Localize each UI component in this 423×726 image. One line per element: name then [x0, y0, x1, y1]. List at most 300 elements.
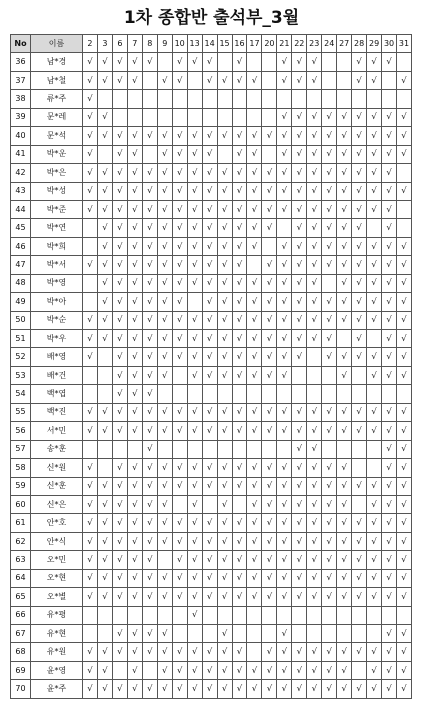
attendance-cell: √ [292, 293, 307, 311]
header-row [11, 35, 412, 53]
student-name: 박*운 [31, 145, 83, 163]
attendance-cell: √ [337, 127, 352, 145]
attendance-cell: √ [262, 495, 277, 513]
attendance-cell [292, 606, 307, 624]
attendance-cell: √ [382, 588, 397, 606]
attendance-cell: √ [397, 440, 412, 458]
attendance-cell [247, 385, 262, 403]
attendance-cell: √ [307, 643, 322, 661]
attendance-cell: √ [127, 366, 142, 384]
attendance-cell: √ [97, 661, 112, 679]
attendance-cell: √ [202, 680, 217, 698]
attendance-cell: √ [322, 330, 337, 348]
attendance-cell [157, 606, 172, 624]
attendance-cell: √ [83, 551, 98, 569]
attendance-cell: √ [83, 403, 98, 421]
attendance-cell: √ [217, 532, 232, 550]
attendance-cell: √ [127, 661, 142, 679]
attendance-cell: √ [127, 643, 142, 661]
row-number: 61 [11, 514, 31, 532]
attendance-cell [322, 71, 337, 89]
attendance-cell: √ [367, 200, 382, 218]
attendance-cell: √ [352, 53, 367, 71]
table-row [11, 569, 412, 587]
attendance-cell: √ [292, 514, 307, 532]
attendance-cell: √ [202, 237, 217, 255]
row-number: 67 [11, 625, 31, 643]
header-day: 3 [97, 35, 112, 53]
attendance-cell: √ [127, 422, 142, 440]
attendance-cell: √ [187, 680, 202, 698]
student-name: 남*철 [31, 71, 83, 89]
attendance-cell: √ [142, 569, 157, 587]
attendance-cell: √ [292, 569, 307, 587]
attendance-cell: √ [307, 532, 322, 550]
attendance-cell: √ [307, 256, 322, 274]
attendance-cell: √ [232, 274, 247, 292]
attendance-cell: √ [97, 274, 112, 292]
student-name: 윤*영 [31, 661, 83, 679]
attendance-cell [337, 330, 352, 348]
attendance-cell: √ [337, 495, 352, 513]
attendance-cell: √ [202, 274, 217, 292]
attendance-cell: √ [172, 569, 187, 587]
attendance-cell: √ [292, 330, 307, 348]
attendance-cell: √ [277, 477, 292, 495]
attendance-cell [277, 440, 292, 458]
attendance-cell: √ [382, 348, 397, 366]
attendance-cell: √ [397, 71, 412, 89]
attendance-cell [262, 625, 277, 643]
attendance-cell [247, 256, 262, 274]
row-number: 48 [11, 274, 31, 292]
attendance-cell: √ [292, 164, 307, 182]
attendance-cell [217, 440, 232, 458]
attendance-cell: √ [127, 127, 142, 145]
attendance-cell: √ [337, 477, 352, 495]
table-row [11, 459, 412, 477]
row-number: 46 [11, 237, 31, 255]
student-name: 백*진 [31, 403, 83, 421]
student-name: 박*연 [31, 219, 83, 237]
attendance-cell [112, 440, 127, 458]
header-day: 29 [367, 35, 382, 53]
attendance-cell: √ [127, 477, 142, 495]
attendance-cell: √ [382, 219, 397, 237]
attendance-cell: √ [247, 514, 262, 532]
attendance-cell: √ [382, 551, 397, 569]
attendance-cell [97, 606, 112, 624]
header-day: 2 [83, 35, 98, 53]
attendance-cell: √ [277, 145, 292, 163]
attendance-cell: √ [232, 145, 247, 163]
attendance-cell: √ [83, 680, 98, 698]
attendance-cell: √ [97, 127, 112, 145]
table-row [11, 385, 412, 403]
attendance-cell: √ [292, 403, 307, 421]
attendance-cell: √ [83, 495, 98, 513]
attendance-cell: √ [157, 403, 172, 421]
attendance-cell: √ [172, 256, 187, 274]
attendance-cell: √ [292, 127, 307, 145]
attendance-cell [187, 293, 202, 311]
attendance-cell [202, 606, 217, 624]
attendance-cell: √ [97, 311, 112, 329]
attendance-cell [247, 606, 262, 624]
attendance-cell: √ [382, 366, 397, 384]
attendance-cell: √ [352, 237, 367, 255]
attendance-cell: √ [142, 274, 157, 292]
attendance-cell [187, 90, 202, 108]
attendance-cell: √ [322, 200, 337, 218]
attendance-cell: √ [247, 569, 262, 587]
attendance-cell: √ [97, 256, 112, 274]
row-number: 68 [11, 643, 31, 661]
attendance-cell: √ [322, 164, 337, 182]
attendance-cell: √ [112, 588, 127, 606]
attendance-cell [367, 606, 382, 624]
student-name: 서*민 [31, 422, 83, 440]
attendance-cell: √ [217, 625, 232, 643]
attendance-cell: √ [232, 403, 247, 421]
attendance-cell [232, 90, 247, 108]
attendance-cell: √ [337, 366, 352, 384]
attendance-cell [172, 90, 187, 108]
attendance-cell: √ [262, 514, 277, 532]
attendance-cell: √ [142, 200, 157, 218]
table-row [11, 71, 412, 89]
attendance-cell: √ [397, 514, 412, 532]
attendance-cell: √ [172, 459, 187, 477]
attendance-cell [277, 219, 292, 237]
attendance-cell: √ [217, 127, 232, 145]
attendance-cell: √ [367, 71, 382, 89]
attendance-cell: √ [142, 477, 157, 495]
attendance-cell: √ [112, 569, 127, 587]
attendance-cell: √ [172, 200, 187, 218]
attendance-cell [322, 90, 337, 108]
attendance-cell: √ [352, 256, 367, 274]
attendance-cell [337, 53, 352, 71]
table-row [11, 403, 412, 421]
attendance-cell: √ [127, 274, 142, 292]
attendance-cell: √ [202, 643, 217, 661]
attendance-cell: √ [382, 643, 397, 661]
attendance-cell [322, 385, 337, 403]
attendance-cell [352, 495, 367, 513]
row-number: 62 [11, 532, 31, 550]
attendance-cell: √ [367, 348, 382, 366]
attendance-cell [142, 71, 157, 89]
attendance-cell: √ [127, 495, 142, 513]
attendance-cell [142, 90, 157, 108]
attendance-cell: √ [307, 274, 322, 292]
attendance-cell: √ [292, 551, 307, 569]
attendance-cell: √ [397, 311, 412, 329]
attendance-cell: √ [232, 477, 247, 495]
attendance-cell [382, 71, 397, 89]
attendance-cell: √ [217, 71, 232, 89]
student-name: 오*별 [31, 588, 83, 606]
attendance-cell [307, 625, 322, 643]
attendance-cell: √ [232, 330, 247, 348]
attendance-cell: √ [262, 127, 277, 145]
attendance-cell [217, 606, 232, 624]
attendance-cell: √ [382, 569, 397, 587]
attendance-cell: √ [277, 366, 292, 384]
attendance-cell: √ [172, 532, 187, 550]
attendance-cell [352, 440, 367, 458]
attendance-cell [97, 366, 112, 384]
attendance-cell [83, 274, 98, 292]
attendance-cell [397, 385, 412, 403]
attendance-cell [157, 108, 172, 126]
attendance-cell: √ [202, 661, 217, 679]
attendance-cell: √ [142, 643, 157, 661]
attendance-cell: √ [262, 588, 277, 606]
row-number: 59 [11, 477, 31, 495]
attendance-cell: √ [217, 311, 232, 329]
attendance-cell: √ [247, 403, 262, 421]
student-name: 박*준 [31, 200, 83, 218]
attendance-cell [217, 145, 232, 163]
attendance-cell [397, 90, 412, 108]
attendance-cell: √ [307, 145, 322, 163]
attendance-cell: √ [83, 477, 98, 495]
attendance-cell: √ [247, 127, 262, 145]
attendance-cell: √ [157, 127, 172, 145]
attendance-cell: √ [337, 403, 352, 421]
attendance-cell: √ [83, 182, 98, 200]
student-name: 박*아 [31, 293, 83, 311]
attendance-cell: √ [277, 237, 292, 255]
attendance-cell: √ [112, 403, 127, 421]
attendance-cell: √ [217, 422, 232, 440]
attendance-cell: √ [292, 661, 307, 679]
table-row [11, 625, 412, 643]
attendance-cell [307, 606, 322, 624]
attendance-cell: √ [247, 311, 262, 329]
attendance-cell: √ [247, 200, 262, 218]
attendance-cell: √ [187, 643, 202, 661]
attendance-cell: √ [367, 422, 382, 440]
attendance-cell: √ [232, 182, 247, 200]
attendance-cell [172, 495, 187, 513]
attendance-cell: √ [322, 403, 337, 421]
attendance-cell: √ [112, 145, 127, 163]
attendance-cell: √ [157, 569, 172, 587]
attendance-cell: √ [292, 200, 307, 218]
attendance-cell: √ [202, 422, 217, 440]
attendance-cell: √ [382, 625, 397, 643]
student-name: 박*희 [31, 237, 83, 255]
attendance-cell: √ [157, 661, 172, 679]
student-name: 유*평 [31, 606, 83, 624]
attendance-cell: √ [382, 108, 397, 126]
attendance-cell: √ [172, 680, 187, 698]
attendance-cell: √ [157, 477, 172, 495]
attendance-cell: √ [142, 588, 157, 606]
attendance-cell: √ [83, 71, 98, 89]
attendance-cell [172, 108, 187, 126]
attendance-cell: √ [172, 127, 187, 145]
attendance-cell: √ [337, 274, 352, 292]
attendance-cell: √ [232, 366, 247, 384]
attendance-cell: √ [277, 108, 292, 126]
attendance-cell: √ [397, 366, 412, 384]
row-number: 63 [11, 551, 31, 569]
table-row [11, 606, 412, 624]
attendance-cell: √ [367, 643, 382, 661]
attendance-cell [262, 145, 277, 163]
attendance-cell: √ [292, 311, 307, 329]
attendance-cell: √ [337, 182, 352, 200]
attendance-cell: √ [262, 477, 277, 495]
table-row [11, 200, 412, 218]
student-name: 유*현 [31, 625, 83, 643]
attendance-cell: √ [397, 459, 412, 477]
table-row [11, 127, 412, 145]
attendance-cell: √ [217, 164, 232, 182]
attendance-cell: √ [277, 422, 292, 440]
attendance-cell: √ [97, 514, 112, 532]
attendance-cell [83, 293, 98, 311]
attendance-cell: √ [367, 661, 382, 679]
attendance-cell: √ [157, 311, 172, 329]
attendance-cell [247, 440, 262, 458]
attendance-cell: √ [277, 330, 292, 348]
student-name: 오*현 [31, 569, 83, 587]
table-row [11, 440, 412, 458]
attendance-cell: √ [277, 53, 292, 71]
attendance-cell: √ [187, 164, 202, 182]
attendance-cell: √ [202, 403, 217, 421]
attendance-cell: √ [352, 219, 367, 237]
attendance-cell: √ [157, 532, 172, 550]
attendance-cell: √ [127, 588, 142, 606]
attendance-cell: √ [277, 514, 292, 532]
attendance-cell: √ [142, 440, 157, 458]
attendance-cell: √ [367, 237, 382, 255]
attendance-cell: √ [217, 459, 232, 477]
table-row [11, 256, 412, 274]
attendance-cell [172, 440, 187, 458]
attendance-cell: √ [292, 422, 307, 440]
header-day: 27 [337, 35, 352, 53]
attendance-cell: √ [322, 680, 337, 698]
row-number: 45 [11, 219, 31, 237]
attendance-cell: √ [247, 680, 262, 698]
attendance-cell: √ [97, 53, 112, 71]
attendance-cell: √ [367, 182, 382, 200]
attendance-cell: √ [337, 256, 352, 274]
attendance-cell: √ [322, 256, 337, 274]
attendance-cell [247, 108, 262, 126]
attendance-cell: √ [322, 127, 337, 145]
attendance-cell: √ [382, 274, 397, 292]
attendance-cell: √ [397, 569, 412, 587]
student-name: 박*은 [31, 164, 83, 182]
student-name: 신*원 [31, 459, 83, 477]
attendance-cell: √ [127, 71, 142, 89]
attendance-cell: √ [127, 459, 142, 477]
attendance-cell: √ [367, 532, 382, 550]
row-number: 57 [11, 440, 31, 458]
attendance-table [10, 34, 412, 699]
row-number: 60 [11, 495, 31, 513]
attendance-cell: √ [367, 256, 382, 274]
attendance-cell: √ [112, 311, 127, 329]
attendance-cell: √ [217, 495, 232, 513]
table-row [11, 588, 412, 606]
attendance-cell [322, 440, 337, 458]
attendance-cell [172, 366, 187, 384]
attendance-cell: √ [97, 495, 112, 513]
attendance-cell: √ [172, 661, 187, 679]
attendance-cell: √ [352, 643, 367, 661]
table-row [11, 237, 412, 255]
attendance-cell: √ [187, 53, 202, 71]
attendance-cell: √ [112, 477, 127, 495]
attendance-cell: √ [112, 551, 127, 569]
attendance-cell: √ [337, 219, 352, 237]
attendance-cell: √ [142, 385, 157, 403]
attendance-cell: √ [382, 182, 397, 200]
attendance-cell [382, 606, 397, 624]
attendance-cell [202, 440, 217, 458]
row-number: 55 [11, 403, 31, 421]
attendance-cell: √ [262, 643, 277, 661]
attendance-cell [83, 366, 98, 384]
attendance-cell: √ [157, 625, 172, 643]
attendance-cell: √ [232, 71, 247, 89]
attendance-cell: √ [292, 274, 307, 292]
attendance-cell: √ [352, 293, 367, 311]
header-no: No [11, 35, 31, 53]
attendance-cell: √ [172, 237, 187, 255]
attendance-cell [202, 385, 217, 403]
attendance-cell: √ [397, 256, 412, 274]
student-name: 신*훈 [31, 477, 83, 495]
table-row [11, 477, 412, 495]
header-day: 20 [262, 35, 277, 53]
row-number: 41 [11, 145, 31, 163]
attendance-cell: √ [307, 108, 322, 126]
attendance-cell: √ [172, 422, 187, 440]
attendance-cell: √ [307, 514, 322, 532]
attendance-cell [157, 385, 172, 403]
attendance-cell: √ [247, 164, 262, 182]
attendance-cell: √ [262, 532, 277, 550]
attendance-cell: √ [352, 680, 367, 698]
attendance-cell [187, 385, 202, 403]
attendance-cell [97, 385, 112, 403]
header-day: 22 [292, 35, 307, 53]
attendance-cell: √ [337, 514, 352, 532]
attendance-cell [367, 625, 382, 643]
attendance-cell: √ [352, 551, 367, 569]
attendance-cell: √ [307, 403, 322, 421]
attendance-cell: √ [187, 606, 202, 624]
attendance-cell: √ [397, 661, 412, 679]
attendance-cell: √ [292, 532, 307, 550]
attendance-cell: √ [367, 127, 382, 145]
attendance-cell: √ [382, 200, 397, 218]
attendance-cell: √ [97, 219, 112, 237]
row-number: 37 [11, 71, 31, 89]
attendance-cell: √ [322, 643, 337, 661]
attendance-cell: √ [187, 569, 202, 587]
